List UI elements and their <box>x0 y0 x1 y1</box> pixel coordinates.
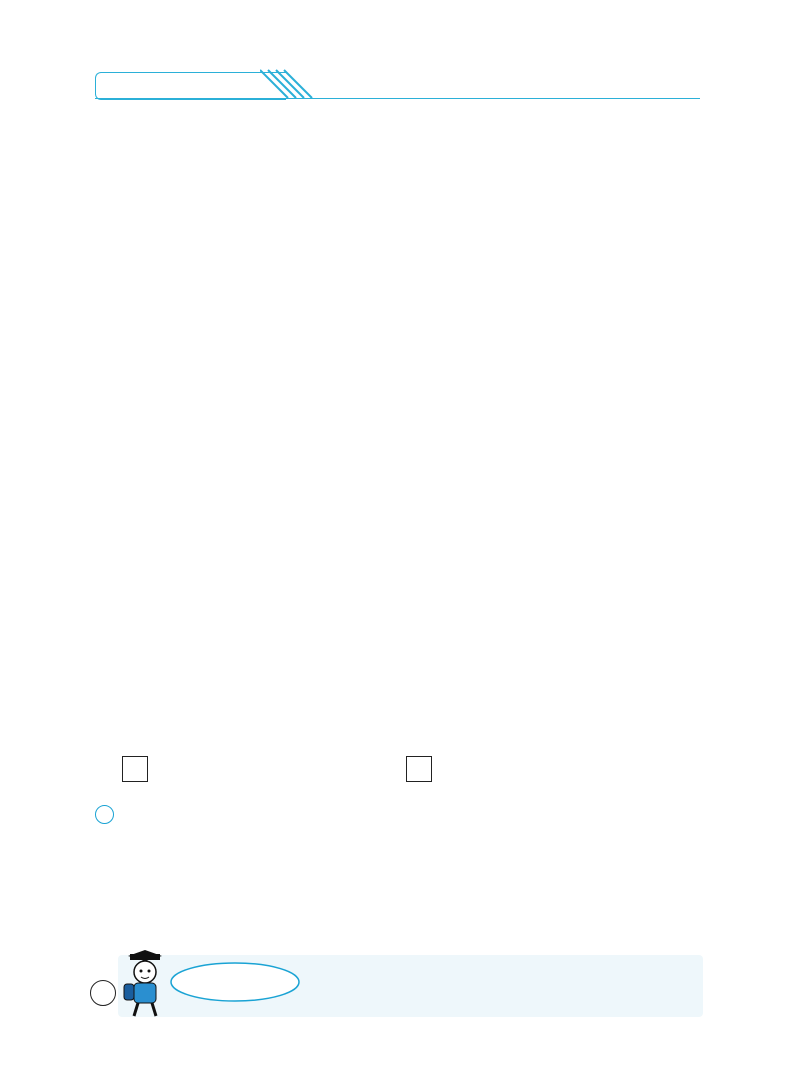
answer-box[interactable] <box>406 756 432 782</box>
header-rule <box>95 98 700 99</box>
circle-icon <box>95 805 114 824</box>
header-stripes <box>260 68 320 100</box>
section3-heading <box>95 805 114 826</box>
answer-box[interactable] <box>122 756 148 782</box>
page-number <box>90 980 116 1006</box>
speech-bubble <box>168 960 303 1004</box>
student-mascot-icon <box>122 950 172 1020</box>
apple-equation <box>404 756 434 782</box>
bottle-equation <box>120 756 150 782</box>
header-tab <box>95 72 286 100</box>
